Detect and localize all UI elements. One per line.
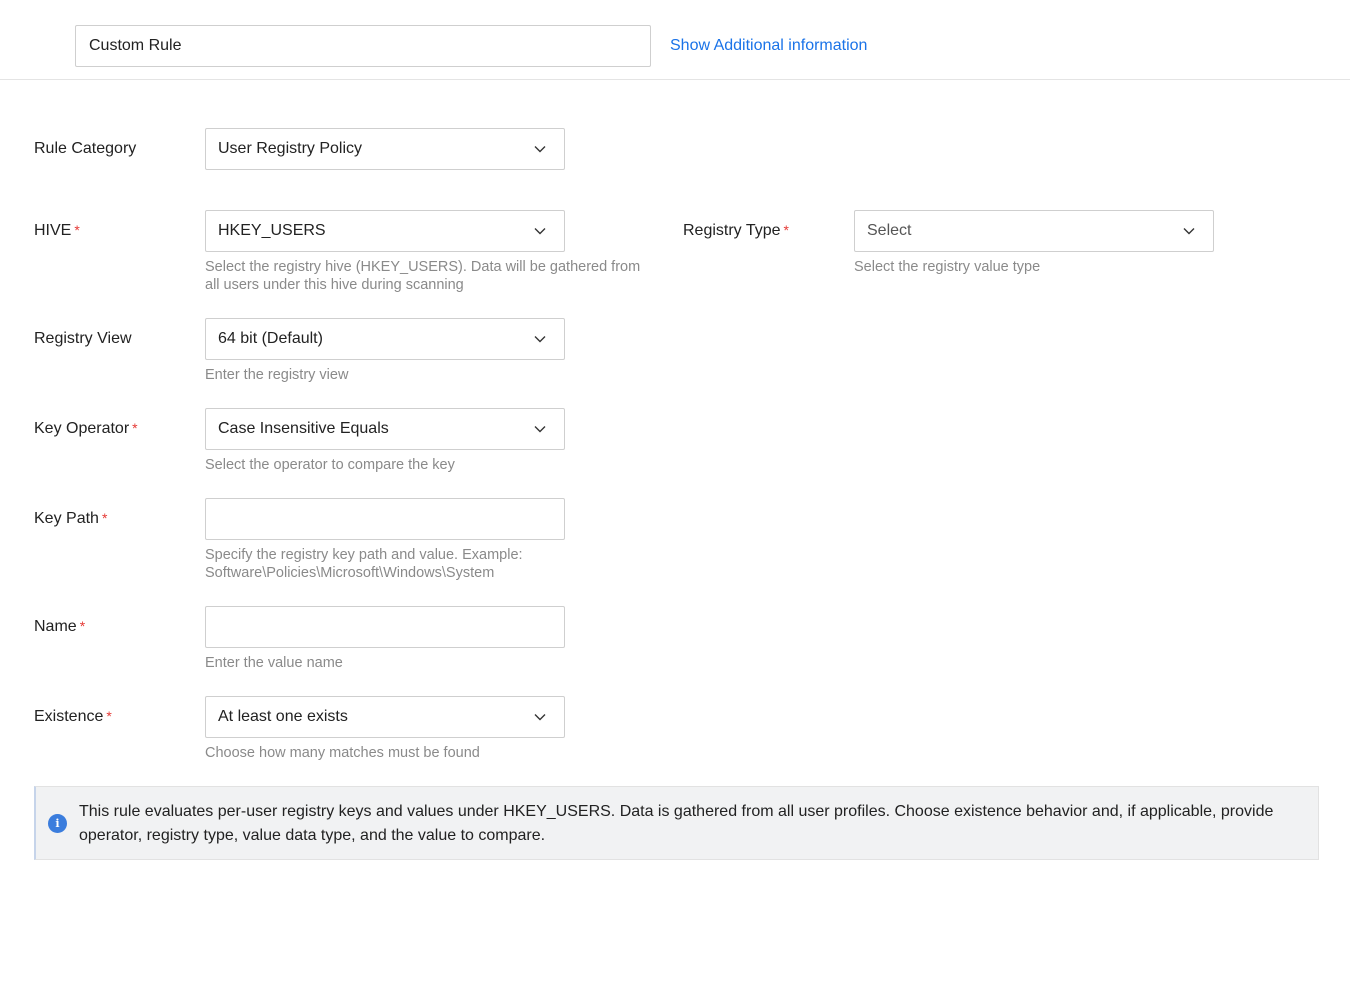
required-marker: * bbox=[132, 420, 138, 436]
rule-category-value: User Registry Policy bbox=[218, 140, 363, 157]
hive-hint: Select the registry hive (HKEY_USERS). Data will be gathered from all users under this hive during scanning bbox=[205, 259, 641, 293]
name-input[interactable] bbox=[218, 607, 552, 647]
rule-category-label: Rule Category bbox=[34, 140, 137, 157]
required-marker: * bbox=[106, 708, 112, 724]
show-additional-info-link[interactable]: Show Additional information bbox=[670, 37, 868, 54]
existence-hint: Choose how many matches must be found bbox=[205, 745, 480, 761]
info-icon: i bbox=[48, 814, 67, 833]
hive-label: HIVE * bbox=[34, 222, 80, 239]
chevron-down-icon bbox=[1183, 225, 1195, 237]
registry-view-label: Registry View bbox=[34, 330, 132, 347]
required-marker: * bbox=[783, 222, 789, 238]
registry-type-label: Registry Type * bbox=[683, 222, 789, 239]
registry-type-value: Select bbox=[867, 222, 912, 239]
key-path-hint: Specify the registry key path and value. Example: Software\Policies\Microsoft\Windows\System bbox=[205, 547, 523, 581]
rule-header bbox=[0, 0, 1350, 80]
name-label: Name * bbox=[34, 618, 86, 635]
required-marker: * bbox=[101, 510, 108, 526]
key-operator-hint: Select the operator to compare the key bbox=[205, 457, 455, 473]
hive-select[interactable] bbox=[205, 210, 565, 252]
key-path-input[interactable] bbox=[218, 499, 552, 539]
key-operator-label: Key Operator * bbox=[34, 420, 138, 437]
chevron-down-icon bbox=[534, 225, 546, 237]
required-marker: * bbox=[74, 222, 80, 238]
registry-view-hint: Enter the registry view bbox=[205, 367, 349, 383]
chevron-down-icon bbox=[534, 423, 546, 435]
key-operator-select[interactable] bbox=[205, 408, 565, 450]
hive-value: HKEY_USERS bbox=[218, 222, 326, 239]
key-operator-value: Case Insensitive Equals bbox=[218, 420, 389, 437]
registry-view-select[interactable] bbox=[205, 318, 565, 360]
info-text: This rule evaluates per-user registry keys and values under HKEY_USERS. Data is gathered from all user profiles. Choose existence behavior and, if applicable, provide operator, registry type, value data type, and the value to compare. bbox=[79, 803, 1274, 844]
existence-value: At least one exists bbox=[218, 708, 348, 725]
name-hint: Enter the value name bbox=[205, 655, 343, 671]
chevron-down-icon bbox=[534, 333, 546, 345]
info-banner bbox=[34, 786, 1319, 860]
key-path-label: Key Path * bbox=[34, 510, 108, 527]
required-marker: * bbox=[79, 618, 86, 634]
registry-type-select[interactable] bbox=[854, 210, 1214, 252]
rule-category-select[interactable] bbox=[205, 128, 565, 170]
existence-select[interactable] bbox=[205, 696, 565, 738]
existence-label: Existence * bbox=[34, 708, 112, 725]
key-path-field[interactable] bbox=[205, 498, 565, 540]
chevron-down-icon bbox=[534, 711, 546, 723]
registry-type-hint: Select the registry value type bbox=[854, 259, 1041, 275]
chevron-down-icon bbox=[534, 143, 546, 155]
name-field[interactable] bbox=[205, 606, 565, 648]
rule-name-input[interactable] bbox=[75, 25, 651, 67]
registry-view-value: 64 bit (Default) bbox=[218, 330, 323, 347]
